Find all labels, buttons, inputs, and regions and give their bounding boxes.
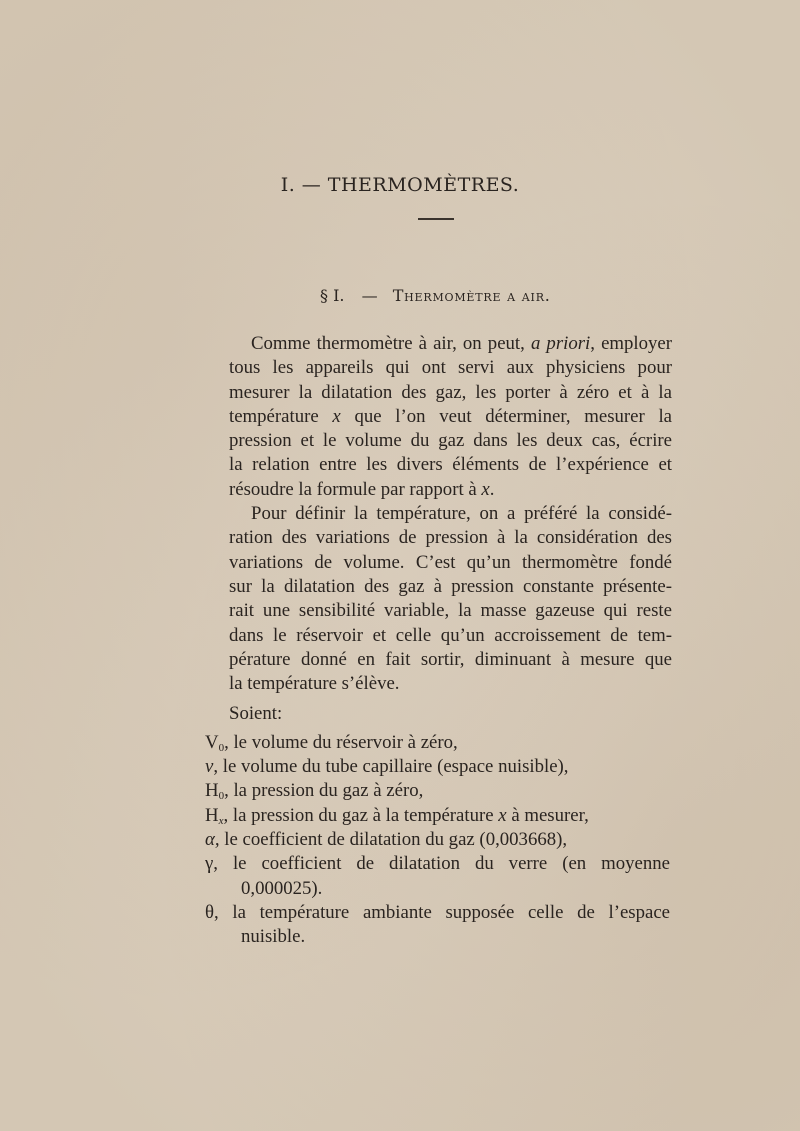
p1-line-4: température x que l’on veut déterminer, mesurer la bbox=[229, 405, 672, 427]
def-gamma: γ, le coefficient de dilatation du verre (en moyenne bbox=[205, 853, 670, 875]
def-hx: $H_x$, la pression du gaz à la température x à mesurer, bbox=[205, 804, 589, 827]
section-title bbox=[320, 286, 551, 305]
p2-line-2: ration des variations de pression à la considération des bbox=[229, 527, 672, 549]
p1-line-2: tous les appareils qui ont servi aux physiciens pour bbox=[229, 357, 672, 379]
body-text bbox=[207, 332, 672, 949]
def-theta: θ, la température ambiante supposée celle de l’espace bbox=[205, 901, 670, 923]
def-theta-cont: nuisible. bbox=[241, 926, 306, 948]
soient-label: Soient: bbox=[229, 703, 283, 725]
title-rule bbox=[418, 218, 454, 220]
p1-line-6: la relation entre les divers éléments de l’expérience et bbox=[229, 454, 672, 476]
p2-line-1: Pour définir la température, on a préféré la considé- bbox=[251, 503, 672, 525]
paragraph-2 bbox=[207, 502, 672, 696]
p2-line-4: sur la dilatation des gaz à pression constante présente- bbox=[229, 575, 672, 597]
def-alpha: α, le coefficient de dilatation du gaz (0,003668), bbox=[205, 828, 568, 850]
p1-line-1: Comme thermomètre à air, on peut, a priori, employer bbox=[251, 333, 672, 354]
chapter-title: I. — THERMOMÈTRES. bbox=[280, 174, 520, 196]
def-v0: $V_0$, le volume du réservoir à zéro, bbox=[205, 731, 458, 754]
definitions-list bbox=[205, 731, 672, 950]
p2-line-5: rait une sensibilité variable, la masse gazeuse qui reste bbox=[229, 600, 672, 622]
section-dash: — bbox=[361, 286, 378, 305]
p2-line-7: pérature donné en fait sortir, diminuant à mesure que bbox=[229, 648, 672, 670]
p1-line-3: mesurer la dilatation des gaz, les porter à zéro et à la bbox=[229, 381, 672, 403]
p2-line-3: variations de volume. C’est qu’un thermomètre fondé bbox=[229, 551, 672, 573]
p1-line-7: résoudre la formule par rapport à x. bbox=[229, 478, 495, 500]
p2-line-6: dans le réservoir et celle qu’un accroissement de tem- bbox=[229, 624, 672, 646]
p1-line-5: pression et le volume du gaz dans les deux cas, écrire bbox=[229, 430, 672, 452]
section-heading: Thermomètre a air. bbox=[392, 286, 551, 305]
paragraph-1 bbox=[207, 332, 672, 502]
section-number: § I. bbox=[320, 286, 345, 305]
def-v: v, le volume du tube capillaire (espace nuisible), bbox=[205, 756, 569, 778]
p2-line-8: la température s’élève. bbox=[229, 673, 400, 695]
def-h0: $H_0$, la pression du gaz à zéro, bbox=[205, 780, 424, 803]
def-gamma-cont: 0,000025). bbox=[241, 877, 323, 899]
